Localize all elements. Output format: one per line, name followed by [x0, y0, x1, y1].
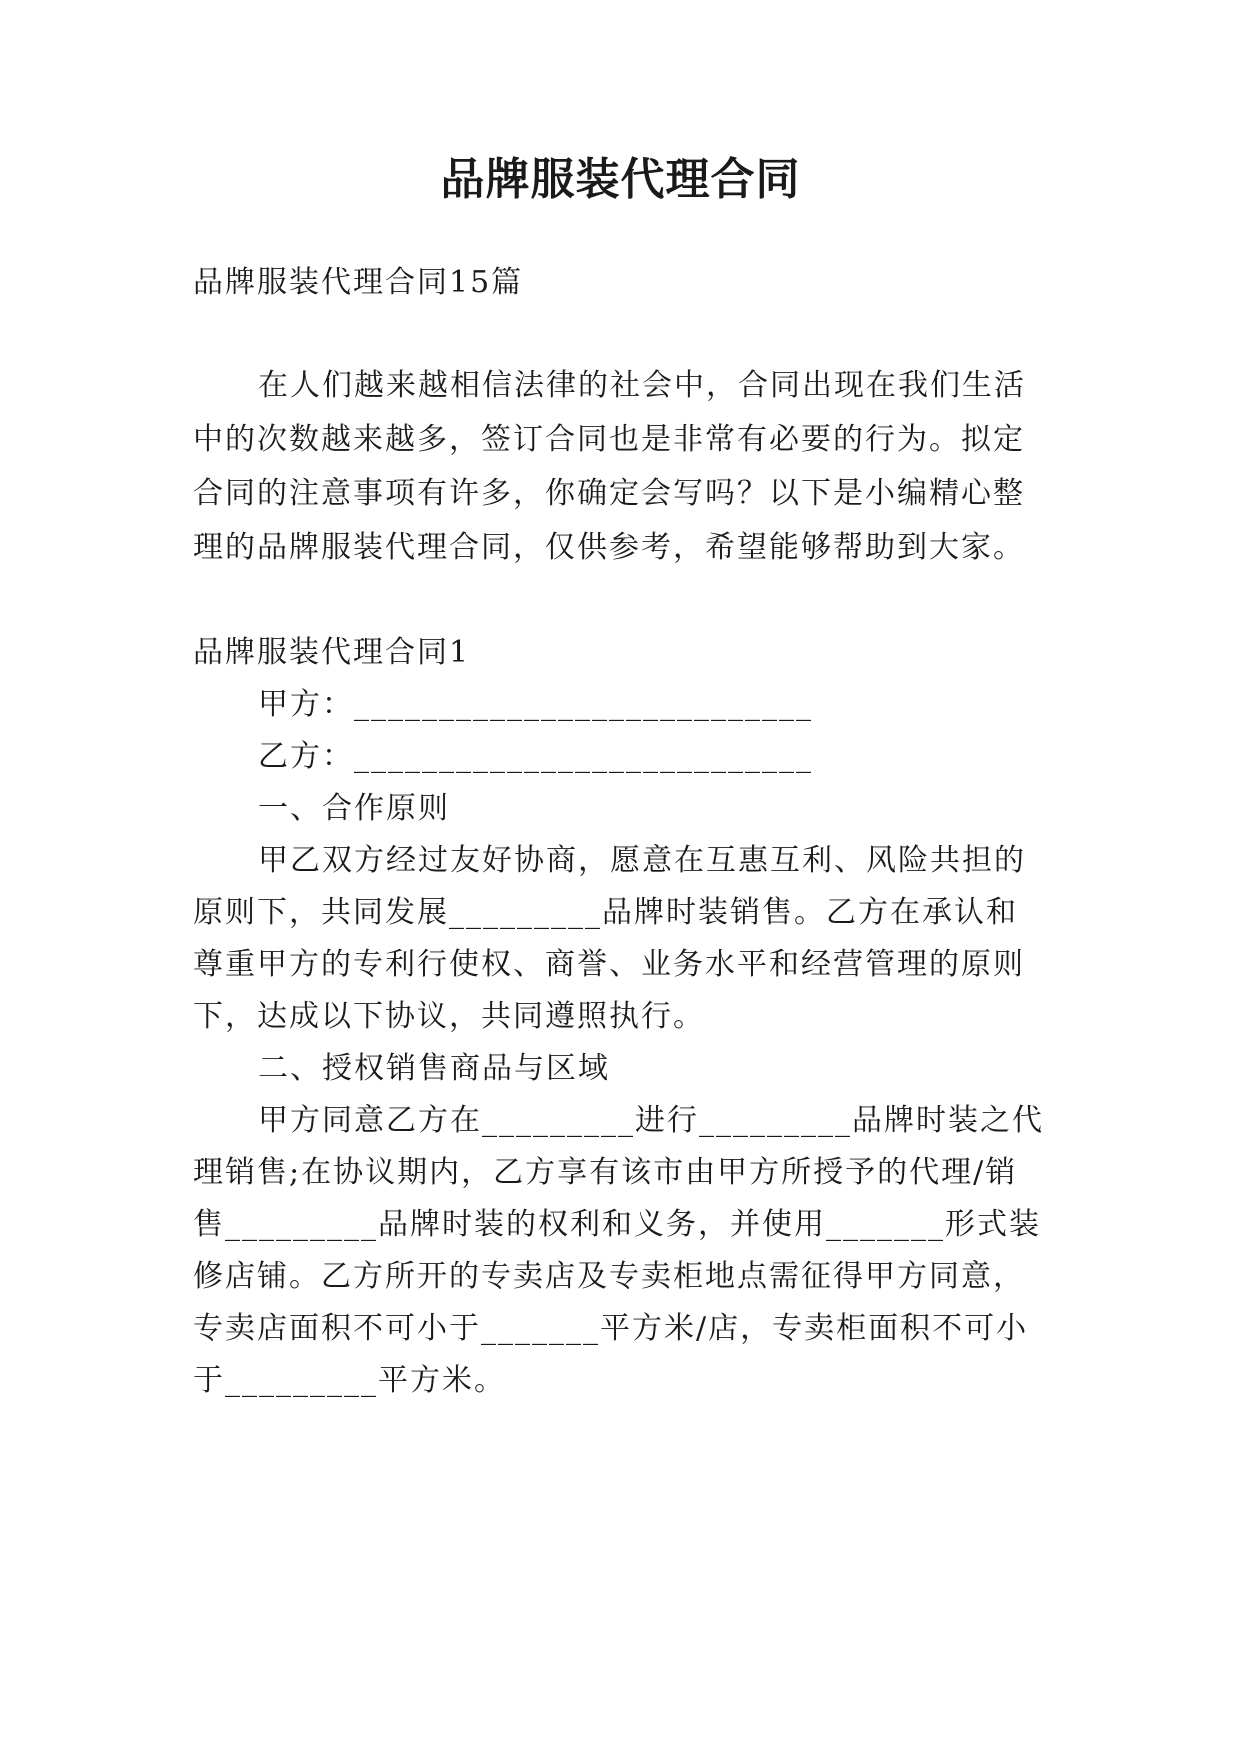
document-title: 品牌服装代理合同 — [440, 154, 801, 205]
intro-line: 在人们越来越相信法律的社会中，合同出现在我们生活 — [258, 368, 1026, 403]
clause-heading: 二、授权销售商品与区域 — [258, 1051, 610, 1086]
intro-line: 中的次数越来越多，签订合同也是非常有必要的行为。拟定 — [193, 422, 1025, 457]
intro-line: 合同的注意事项有许多，你确定会写吗？以下是小编精心整 — [193, 476, 1025, 511]
party-b-line: 乙方：___________________________ — [258, 739, 813, 774]
clause-line: 于_________平方米。 — [193, 1363, 506, 1398]
clause-line: 下，达成以下协议，共同遵照执行。 — [193, 999, 705, 1034]
clause-line: 尊重甲方的专利行使权、商誉、业务水平和经营管理的原则 — [193, 947, 1025, 982]
clause-line: 理销售;在协议期内，乙方享有该市由甲方所授予的代理/销 — [193, 1155, 1018, 1190]
clause-heading: 一、合作原则 — [258, 791, 450, 826]
clause-line: 修店铺。乙方所开的专卖店及专卖柜地点需征得甲方同意， — [193, 1259, 1025, 1294]
clause-line: 专卖店面积不可小于_______平方米/店，专卖柜面积不可小 — [193, 1311, 1029, 1346]
intro-line: 理的品牌服装代理合同，仅供参考，希望能够帮助到大家。 — [193, 530, 1025, 565]
clause-line: 原则下，共同发展_________品牌时装销售。乙方在承认和 — [193, 895, 1018, 930]
party-a-line: 甲方：___________________________ — [258, 687, 813, 722]
document-subtitle: 品牌服装代理合同15篇 — [193, 265, 524, 300]
clause-line: 售_________品牌时装的权利和义务，并使用_______形式装 — [193, 1207, 1041, 1242]
clause-line: 甲乙双方经过友好协商，愿意在互惠互利、风险共担的 — [258, 843, 1026, 878]
section-heading: 品牌服装代理合同1 — [193, 635, 471, 670]
clause-line: 甲方同意乙方在_________进行_________品牌时装之代 — [258, 1103, 1044, 1138]
